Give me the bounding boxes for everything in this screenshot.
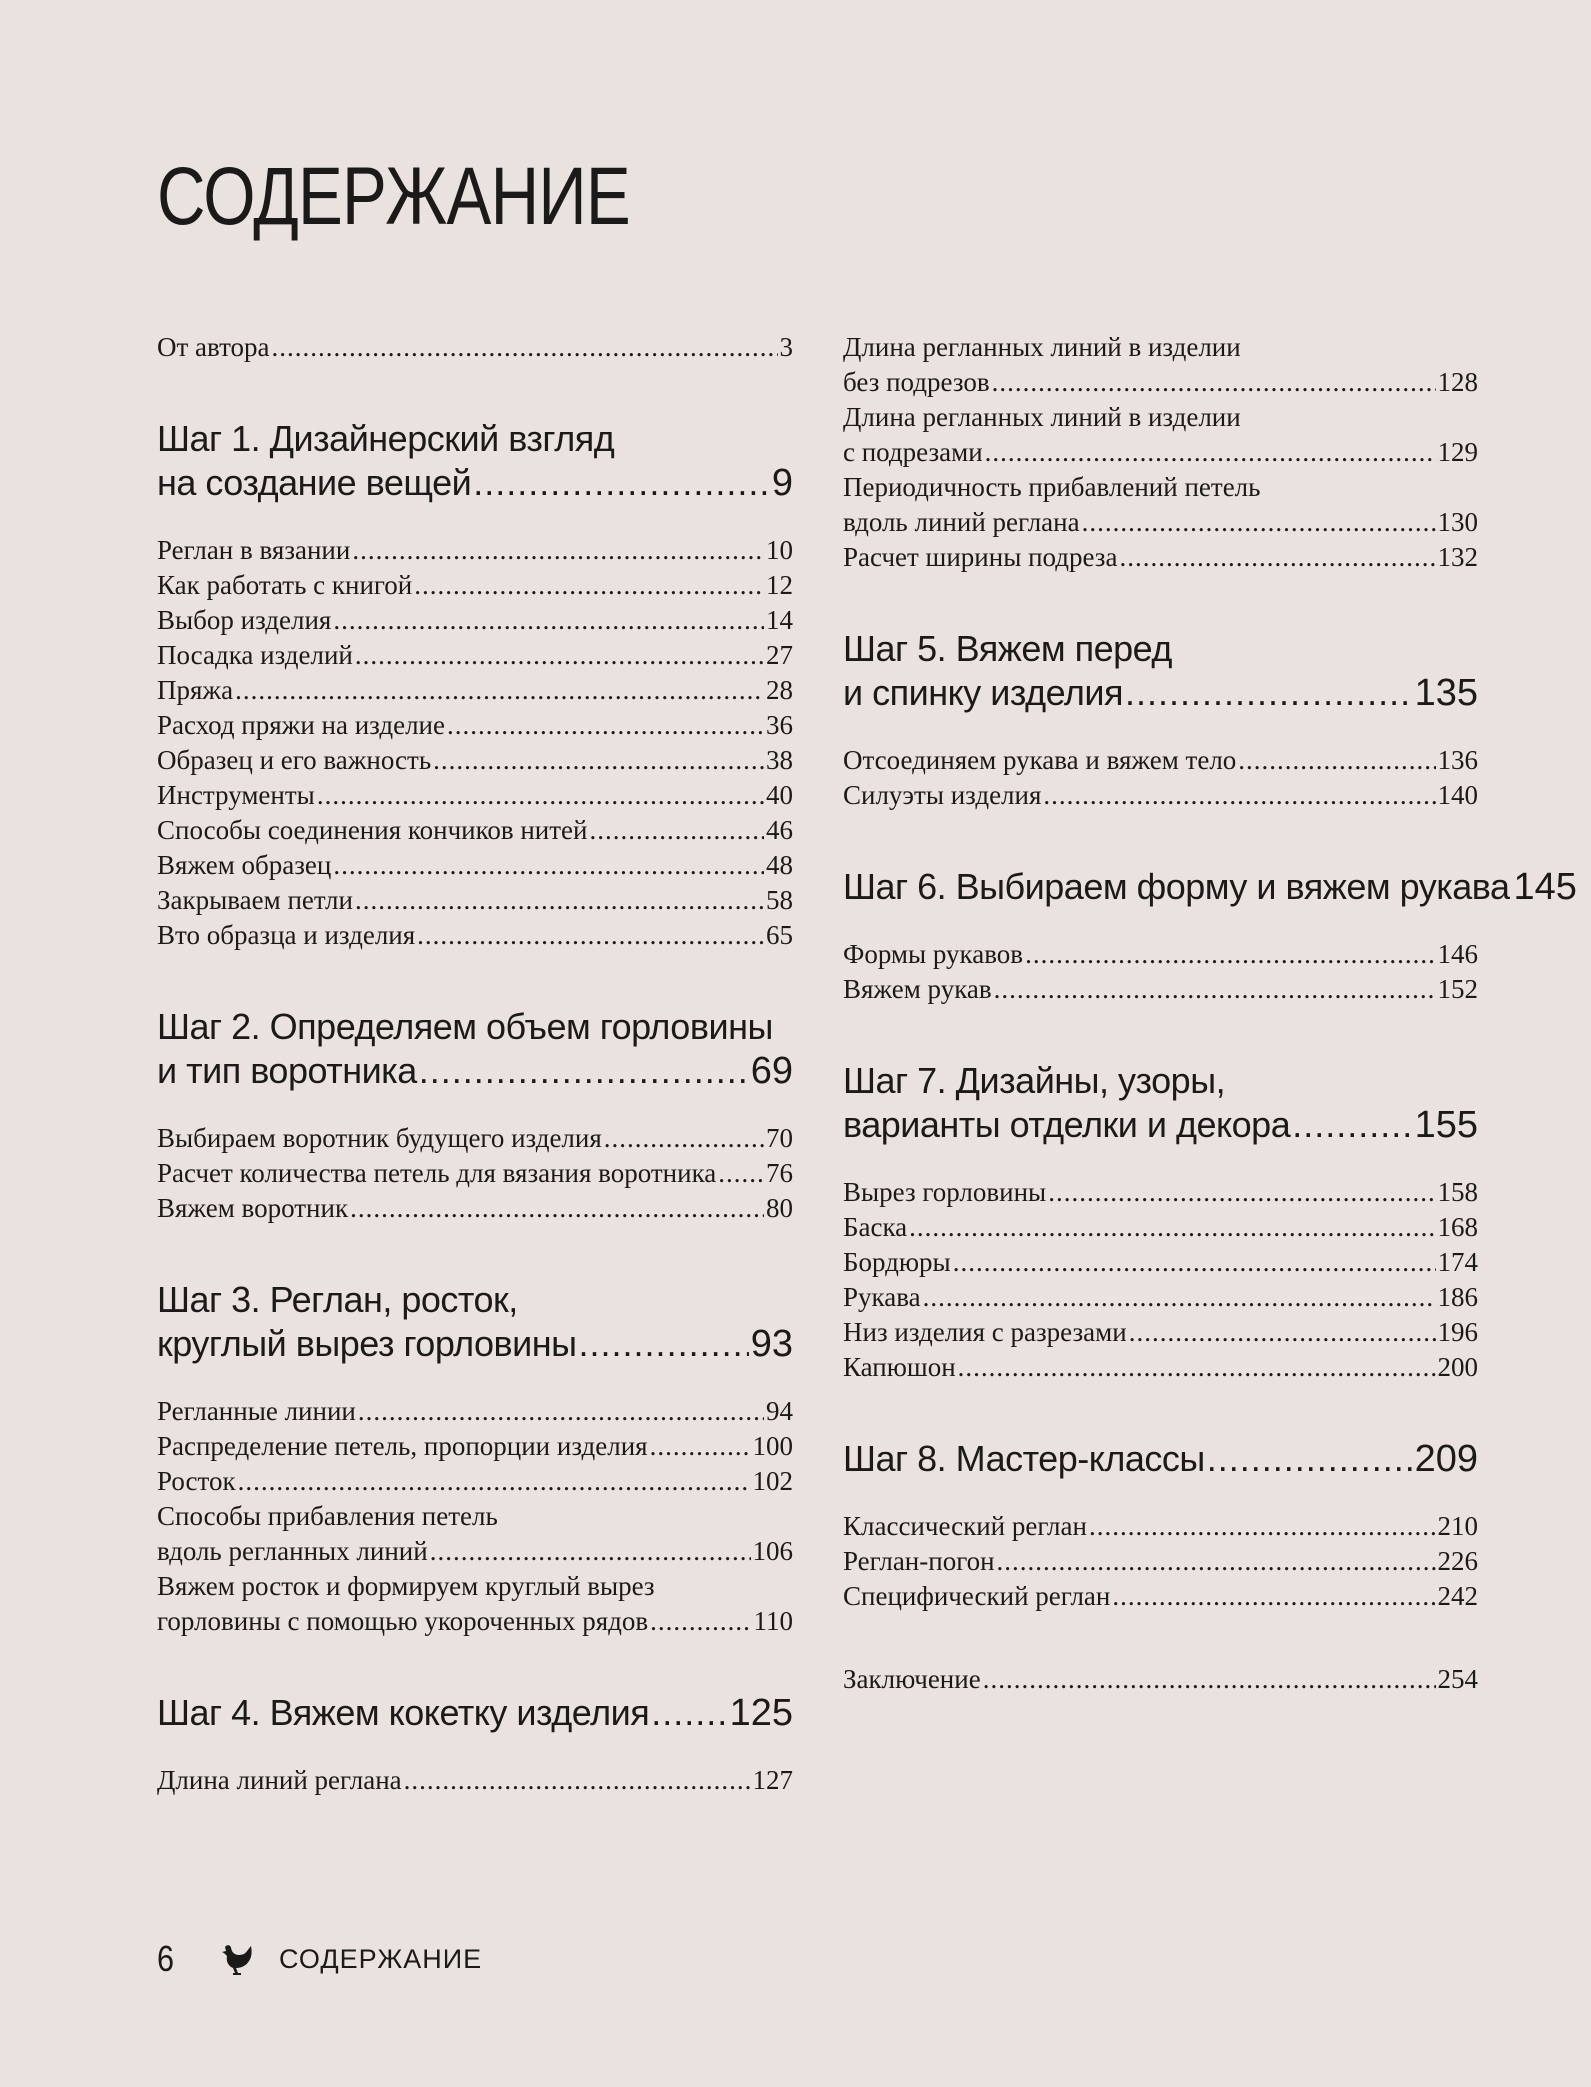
toc-step-4[interactable]: Шаг 4. Вяжем кокетку изделия ..... 125	[157, 1691, 793, 1735]
toc-entry-page: 10	[766, 535, 793, 565]
toc-step-1-items	[157, 533, 793, 953]
toc-entry[interactable]	[157, 1191, 793, 1226]
toc-entry-label: Образец и его важность	[157, 745, 432, 775]
toc-left-column	[157, 330, 793, 1798]
toc-entry-label: Вяжем воротник	[157, 1193, 349, 1223]
toc-entry-label: Формы рукавов	[843, 939, 1024, 969]
toc-entry-label: Специфический реглан	[843, 1581, 1111, 1611]
toc-entry-label: Баска	[843, 1212, 908, 1242]
toc-entry-label: Инструменты	[157, 780, 315, 810]
toc-entry-label: Распределение петель, пропорции изделия	[157, 1431, 648, 1461]
toc-step-5-items	[843, 743, 1478, 813]
toc-entry-page: 94	[766, 1396, 793, 1426]
toc-entry-label: без подрезов	[843, 367, 990, 397]
toc-entry-page: 174	[1437, 1247, 1478, 1277]
toc-entry-page: 65	[766, 920, 793, 950]
toc-entry-label: Регланные линии	[157, 1396, 356, 1426]
toc-entry-label: Реглан-погон	[843, 1546, 995, 1576]
toc-entry-label: Вто образца и изделия	[157, 920, 416, 950]
toc-entry-page: 196	[1437, 1317, 1478, 1347]
toc-entry-page: 158	[1437, 1177, 1478, 1207]
toc-entry-page: 130	[1437, 507, 1478, 537]
toc-entry[interactable]	[157, 673, 793, 708]
toc-entry[interactable]: Длина регланных линий в изделии с подрезами ..... 129	[843, 400, 1478, 470]
toc-entry[interactable]	[843, 1280, 1478, 1315]
toc-entry[interactable]	[157, 883, 793, 918]
toc-step-3[interactable]: Шаг 3. Реглан, росток, круглый вырез горловины ..... 93	[157, 1278, 793, 1366]
toc-right-column	[843, 330, 1577, 1697]
page-number: 6	[157, 1938, 175, 1979]
toc-step-8-items	[843, 1509, 1478, 1614]
toc-entry[interactable]	[843, 1544, 1478, 1579]
toc-entry[interactable]: Способы прибавления петель вдоль регланных линий ..... 106	[157, 1499, 793, 1569]
toc-entry[interactable]	[843, 1509, 1478, 1544]
toc-entry[interactable]	[157, 1156, 793, 1191]
toc-step-4-items	[157, 1763, 793, 1798]
toc-entry-label: Вяжем рукав	[843, 974, 992, 1004]
toc-step-6[interactable]: Шаг 6. Выбираем форму и вяжем рукава 145	[843, 866, 1577, 908]
toc-entry-page: 102	[752, 1466, 793, 1496]
toc-entry[interactable]	[157, 1763, 793, 1798]
footer-section-label: СОДЕРЖАНИЕ	[279, 1943, 483, 1974]
toc-entry[interactable]	[157, 708, 793, 743]
step-title: Шаг 7. Дизайны, узоры,	[843, 1060, 1226, 1101]
toc-entry-page: 14	[766, 605, 793, 635]
toc-entry-page: 36	[766, 710, 793, 740]
toc-entry-label: Отсоединяем рукава и вяжем тело	[843, 745, 1237, 775]
toc-entry-page: 128	[1437, 367, 1478, 397]
page-title: СОДЕРЖАНИЕ	[157, 151, 630, 242]
toc-entry-page: 152	[1437, 974, 1478, 1004]
toc-entry[interactable]	[157, 533, 793, 568]
toc-step-5[interactable]: Шаг 5. Вяжем перед и спинку изделия ..... 135	[843, 627, 1478, 715]
toc-entry-label: Бордюры	[843, 1247, 951, 1277]
toc-entry-page: 136	[1437, 745, 1478, 775]
toc-entry-page: 48	[766, 850, 793, 880]
toc-entry[interactable]	[157, 638, 793, 673]
toc-entry-label: Реглан в вязании	[157, 535, 351, 565]
toc-entry[interactable]	[157, 568, 793, 603]
toc-entry-label: Капюшон	[843, 1352, 956, 1382]
toc-entry-label: Длина линий реглана	[157, 1765, 402, 1795]
toc-entry-label: Вяжем образец	[157, 850, 332, 880]
toc-entry-page: 38	[766, 745, 793, 775]
page-footer	[157, 1938, 482, 1980]
toc-entry[interactable]	[843, 1210, 1478, 1245]
toc-step-4-continued	[843, 330, 1478, 540]
toc-entry-page: 226	[1437, 1546, 1478, 1576]
toc-entry-page: 100	[752, 1431, 793, 1461]
toc-entry[interactable]	[157, 603, 793, 638]
toc-step-3-items	[157, 1394, 793, 1499]
toc-entry-page: 186	[1437, 1282, 1478, 1312]
toc-entry-page: 76	[766, 1158, 793, 1188]
toc-entry[interactable]	[157, 1429, 793, 1464]
toc-entry[interactable]	[843, 1350, 1478, 1385]
toc-entry-label: Как работать с книгой	[157, 570, 413, 600]
toc-entry-page: 129	[1437, 437, 1478, 467]
toc-entry-page: 40	[766, 780, 793, 810]
step-title: Шаг 1. Дизайнерский взгляд	[157, 418, 615, 459]
toc-entry-label: с подрезами	[843, 437, 983, 467]
toc-entry-label: Росток	[157, 1466, 236, 1496]
toc-entry-page: 210	[1437, 1511, 1478, 1541]
toc-entry-label: Расчет количества петель для вязания воротника	[157, 1158, 717, 1188]
toc-entry[interactable]: Периодичность прибавлений петель вдоль линий реглана ..... 130	[843, 470, 1478, 540]
step-title: Шаг 2. Определяем объем горловины	[157, 1006, 773, 1047]
toc-entry[interactable]	[843, 972, 1478, 1007]
toc-entry[interactable]	[157, 778, 793, 813]
toc-entry-page: 146	[1437, 939, 1478, 969]
toc-entry-page: 168	[1437, 1212, 1478, 1242]
toc-entry[interactable]	[157, 1121, 793, 1156]
toc-entry[interactable]: Длина регланных линий в изделии без подрезов ..... 128	[843, 330, 1478, 400]
toc-entry[interactable]: Вяжем росток и формируем круглый вырез горловины с помощью укороченных рядов ..... 110	[157, 1569, 793, 1639]
toc-entry[interactable]	[843, 1175, 1478, 1210]
toc-entry-label: Выбираем воротник будущего изделия	[157, 1123, 602, 1153]
toc-entry[interactable]	[157, 918, 793, 953]
toc-step-7-items	[843, 1175, 1478, 1385]
toc-entry[interactable]	[843, 778, 1478, 813]
toc-entry[interactable]: Расчет ширины подреза ..... 132	[843, 540, 1478, 575]
toc-entry-page: 28	[766, 675, 793, 705]
toc-entry-page: 80	[766, 1193, 793, 1223]
toc-entry-page: 140	[1437, 780, 1478, 810]
toc-entry[interactable]	[843, 743, 1478, 778]
toc-entry-page: 242	[1437, 1581, 1478, 1611]
toc-entry-label: Расход пряжи на изделие	[157, 710, 445, 740]
toc-entry-label: Классический реглан	[843, 1511, 1087, 1541]
toc-entry-label: Вырез горловины	[843, 1177, 1047, 1207]
toc-entry[interactable]	[843, 1245, 1478, 1280]
toc-entry-page: 46	[766, 815, 793, 845]
toc-entry-label: Низ изделия с разрезами	[843, 1317, 1127, 1347]
toc-step-2-items	[157, 1121, 793, 1226]
toc-step-8[interactable]: Шаг 8. Мастер-классы ..... 209	[843, 1437, 1478, 1481]
toc-entry-label: вдоль линий реглана	[843, 507, 1080, 537]
toc-entry-label: Способы соединения кончиков нитей	[157, 815, 588, 845]
toc-step-7[interactable]: Шаг 7. Дизайны, узоры, варианты отделки и декора ..... 155	[843, 1059, 1478, 1147]
toc-entry-label: Посадка изделий	[157, 640, 353, 670]
toc-entry-label: Закрываем петли	[157, 885, 353, 915]
toc-entry-label: Рукава	[843, 1282, 921, 1312]
toc-entry[interactable]: Заключение ..... 254	[843, 1662, 1478, 1697]
toc-entry[interactable]	[843, 1579, 1478, 1614]
step-title: Шаг 3. Реглан, росток,	[157, 1279, 518, 1320]
toc-entry-page: 12	[766, 570, 793, 600]
step-title: Шаг 5. Вяжем перед	[843, 628, 1172, 669]
hen-icon	[217, 1939, 257, 1979]
toc-entry-label: Выбор изделия	[157, 605, 332, 635]
toc-step-6-items	[843, 937, 1478, 1007]
toc-entry[interactable]	[157, 848, 793, 883]
toc-entry[interactable]	[157, 743, 793, 778]
toc-entry[interactable]: От автора ..... 3	[157, 330, 793, 365]
toc-step-1[interactable]: Шаг 1. Дизайнерский взгляд на создание вещей ..... 9	[157, 417, 793, 505]
toc-entry-label: Силуэты изделия	[843, 780, 1042, 810]
toc-entry-page: 58	[766, 885, 793, 915]
toc-step-2[interactable]: Шаг 2. Определяем объем горловины и тип воротника ..... 69	[157, 1005, 793, 1093]
toc-entry[interactable]	[157, 813, 793, 848]
toc-entry-page: 200	[1437, 1352, 1478, 1382]
toc-entry-label: Пряжа	[157, 675, 234, 705]
toc-entry[interactable]	[843, 937, 1478, 972]
toc-entry[interactable]	[843, 1315, 1478, 1350]
toc-entry[interactable]	[157, 1464, 793, 1499]
toc-entry-page: 127	[752, 1765, 793, 1795]
toc-entry[interactable]	[157, 1394, 793, 1429]
toc-entry-page: 70	[766, 1123, 793, 1153]
toc-entry-page: 27	[766, 640, 793, 670]
